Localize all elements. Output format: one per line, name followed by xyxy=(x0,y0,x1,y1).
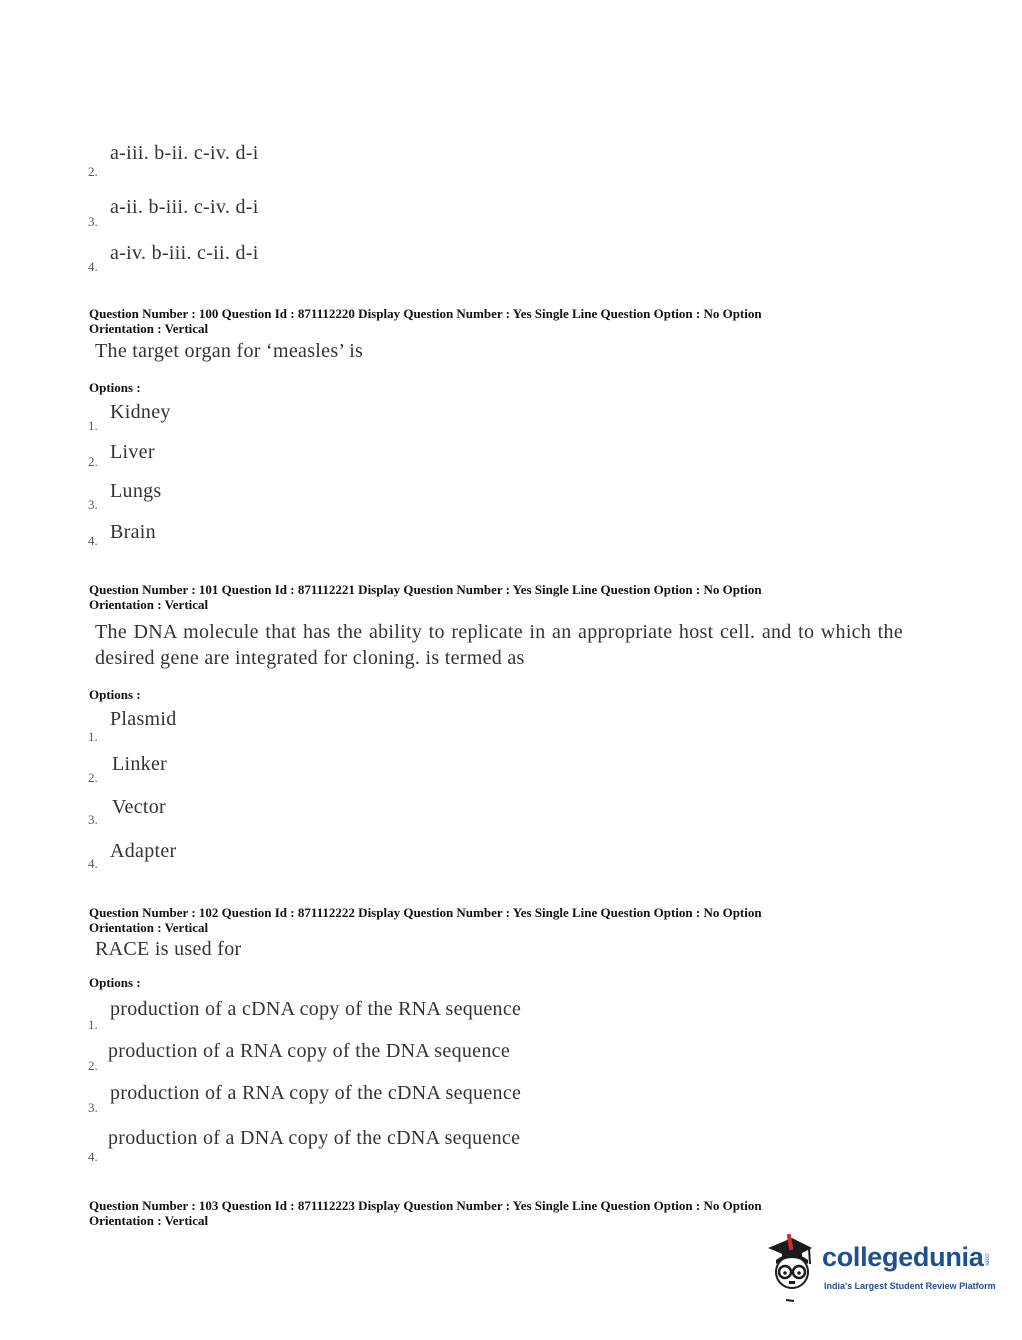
option-number: 2. xyxy=(88,164,98,179)
option-text: production of a DNA copy of the cDNA sequence xyxy=(108,1127,521,1149)
option-row xyxy=(88,480,788,514)
option-text: Adapter xyxy=(110,840,177,862)
question-meta xyxy=(89,905,869,935)
mascot-icon xyxy=(762,1230,822,1310)
question-meta-line: Orientation : Vertical xyxy=(89,597,209,612)
option-row xyxy=(88,242,788,276)
option-number: 2. xyxy=(88,1058,98,1073)
option-number: 2. xyxy=(88,454,98,469)
collegedunia-logo xyxy=(762,1230,996,1310)
option-number: 2. xyxy=(88,770,98,785)
options-label: Options : xyxy=(89,380,141,395)
option-row xyxy=(88,840,788,874)
option-text: production of a RNA copy of the DNA sequence xyxy=(108,1040,510,1062)
option-number: 3. xyxy=(88,497,98,512)
option-number: 4. xyxy=(88,533,98,548)
logo-suffix: .com xyxy=(983,1252,990,1266)
option-number: 3. xyxy=(88,812,98,827)
option-text: Plasmid xyxy=(110,708,177,730)
option-text: a-iii. b-ii. c-iv. d-i xyxy=(110,142,259,164)
option-text: production of a RNA copy of the cDNA sequence xyxy=(110,1082,522,1104)
question-meta-line: Orientation : Vertical xyxy=(89,321,209,336)
option-row xyxy=(88,441,788,475)
option-row xyxy=(88,998,788,1032)
question-meta-line: Question Number : 101 Question Id : 871112221 Display Question Number : Yes Single Line Question Option : No Option xyxy=(89,582,762,597)
option-number: 3. xyxy=(88,1100,98,1115)
question-meta-line: Question Number : 103 Question Id : 871112223 Display Question Number : Yes Single Line Question Option : No Option xyxy=(89,1198,762,1213)
option-row xyxy=(88,521,788,555)
logo-wordmark: collegedunia xyxy=(822,1242,984,1272)
options-label: Options : xyxy=(89,975,141,990)
option-number: 4. xyxy=(88,856,98,871)
question-meta-line: Question Number : 102 Question Id : 871112222 Display Question Number : Yes Single Line Question Option : No Option xyxy=(89,905,762,920)
option-text: Linker xyxy=(112,753,168,775)
option-row xyxy=(88,1127,788,1164)
option-number: 1. xyxy=(88,1017,98,1032)
question-meta-line: Question Number : 100 Question Id : 871112220 Display Question Number : Yes Single Line Question Option : No Option xyxy=(89,306,762,321)
question-text: RACE is used for xyxy=(95,938,242,960)
option-text: a-ii. b-iii. c-iv. d-i xyxy=(110,196,259,218)
option-row xyxy=(88,142,788,179)
option-text: production of a cDNA copy of the RNA sequence xyxy=(110,998,522,1020)
option-row xyxy=(88,401,788,435)
option-number: 4. xyxy=(88,1149,98,1164)
option-text: Kidney xyxy=(110,401,171,423)
question-meta xyxy=(89,306,869,336)
option-row xyxy=(88,796,788,830)
question-meta xyxy=(89,1198,869,1228)
option-row xyxy=(88,196,788,230)
option-number: 1. xyxy=(88,418,98,433)
question-meta xyxy=(89,582,869,612)
option-row xyxy=(88,1040,788,1074)
options-label: Options : xyxy=(89,687,141,702)
option-number: 1. xyxy=(88,729,98,744)
option-row xyxy=(88,1082,788,1116)
option-text: Lungs xyxy=(110,480,162,502)
option-number: 4. xyxy=(88,259,98,274)
option-row xyxy=(88,708,788,742)
logo-tagline: India's Largest Student Review Platform xyxy=(824,1281,996,1291)
option-text: Brain xyxy=(110,521,156,543)
option-text: a-iv. b-iii. c-ii. d-i xyxy=(110,242,259,264)
question-meta-line: Orientation : Vertical xyxy=(89,1213,209,1228)
question-text: The DNA molecule that has the ability to replicate in an appropriate host cell. and to which the desired gene are integrated for cloning. is termed as xyxy=(95,621,903,669)
option-text: Vector xyxy=(112,796,166,818)
option-row xyxy=(88,753,788,787)
question-meta-line: Orientation : Vertical xyxy=(89,920,209,935)
option-number: 3. xyxy=(88,214,98,229)
option-text: Liver xyxy=(110,441,155,463)
question-text: The target organ for ‘measles’ is xyxy=(95,340,364,362)
